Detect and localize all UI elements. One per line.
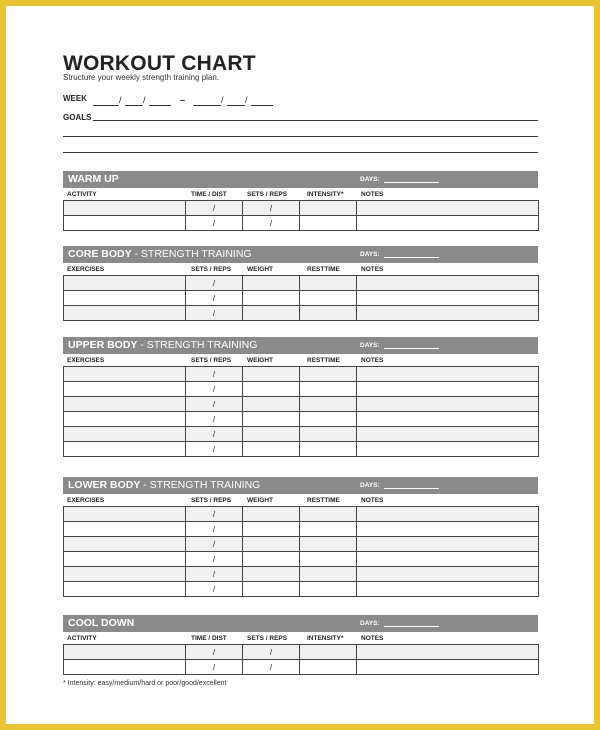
table-cell[interactable]: [357, 582, 539, 597]
table-cell[interactable]: [64, 660, 186, 675]
table-cell[interactable]: /: [186, 216, 243, 231]
week-start-month-field[interactable]: [93, 105, 119, 106]
table-cell[interactable]: /: [186, 306, 243, 321]
section-upper-body: [63, 337, 538, 457]
table-cell[interactable]: [357, 442, 539, 457]
section-title: CORE BODY: [68, 248, 132, 260]
column-header: NOTES: [361, 497, 384, 504]
table-cell[interactable]: /: [186, 522, 243, 537]
table-cell[interactable]: [357, 306, 539, 321]
table-cell[interactable]: /: [186, 567, 243, 582]
column-header: ACTIVITY: [67, 191, 97, 198]
week-range-dash: –: [180, 95, 186, 105]
table-row: [64, 645, 539, 660]
table-cell[interactable]: [64, 291, 186, 306]
table-cell[interactable]: /: [186, 582, 243, 597]
table-cell[interactable]: /: [186, 537, 243, 552]
table-cell[interactable]: [64, 567, 186, 582]
log-table: [63, 366, 539, 457]
section-cool-down: [63, 615, 538, 675]
column-header: SETS / REPS: [191, 497, 232, 504]
date-slash: /: [119, 95, 122, 105]
days-label: DAYS:: [360, 620, 380, 627]
days-label: DAYS:: [360, 251, 380, 258]
column-header: WEIGHT: [247, 497, 273, 504]
table-row: [64, 367, 539, 382]
week-start-day-field[interactable]: [125, 105, 143, 106]
table-row: [64, 216, 539, 231]
table-cell[interactable]: [64, 645, 186, 660]
table-cell[interactable]: [64, 427, 186, 442]
column-header: SETS / REPS: [191, 266, 232, 273]
section-header: [63, 477, 538, 494]
section-core-body: [63, 246, 538, 321]
table-row: [64, 522, 539, 537]
table-cell[interactable]: [64, 507, 186, 522]
week-end-day-field[interactable]: [227, 105, 245, 106]
table-cell[interactable]: [64, 382, 186, 397]
table-cell[interactable]: [243, 367, 300, 382]
table-cell[interactable]: [357, 412, 539, 427]
week-label: WEEK: [63, 94, 87, 103]
section-header: [63, 615, 538, 632]
table-cell[interactable]: [300, 427, 357, 442]
section-subtitle: - STRENGTH TRAINING: [140, 479, 261, 491]
section-title: COOL DOWN: [68, 617, 135, 629]
table-cell[interactable]: /: [186, 201, 243, 216]
log-table: [63, 275, 539, 321]
table-row: [64, 552, 539, 567]
table-cell[interactable]: [243, 397, 300, 412]
column-header: NOTES: [361, 266, 384, 273]
table-cell[interactable]: [64, 552, 186, 567]
column-header: RESTTIME: [307, 266, 340, 273]
log-table: [63, 644, 539, 675]
column-header: SETS / REPS: [247, 191, 288, 198]
section-title: LOWER BODY: [68, 479, 141, 491]
table-cell[interactable]: [300, 552, 357, 567]
column-header: EXERCISES: [67, 266, 105, 273]
table-row: [64, 567, 539, 582]
table-cell[interactable]: /: [186, 291, 243, 306]
section-lower-body: [63, 477, 538, 597]
table-cell[interactable]: /: [186, 552, 243, 567]
column-header: WEIGHT: [247, 357, 273, 364]
column-header: ACTIVITY: [67, 635, 97, 642]
table-cell[interactable]: [300, 367, 357, 382]
column-header: RESTTIME: [307, 497, 340, 504]
goals-line[interactable]: [93, 120, 538, 121]
table-row: [64, 276, 539, 291]
table-cell[interactable]: [64, 201, 186, 216]
table-cell[interactable]: [243, 412, 300, 427]
section-warm-up: [63, 171, 538, 231]
table-cell[interactable]: [64, 412, 186, 427]
section-header: [63, 171, 538, 188]
table-row: [64, 201, 539, 216]
section-title: WARM UP: [68, 173, 119, 185]
table-cell[interactable]: /: [186, 367, 243, 382]
table-cell[interactable]: [243, 276, 300, 291]
table-cell[interactable]: [357, 552, 539, 567]
table-cell[interactable]: [357, 567, 539, 582]
table-cell[interactable]: [64, 582, 186, 597]
table-cell[interactable]: [243, 507, 300, 522]
date-slash: /: [143, 95, 146, 105]
table-cell[interactable]: [357, 397, 539, 412]
table-cell[interactable]: [357, 537, 539, 552]
column-header: NOTES: [361, 191, 384, 198]
table-cell[interactable]: /: [186, 427, 243, 442]
table-cell[interactable]: [300, 291, 357, 306]
table-cell[interactable]: /: [186, 397, 243, 412]
column-header: SETS / REPS: [247, 635, 288, 642]
days-label: DAYS:: [360, 176, 380, 183]
table-cell[interactable]: [300, 645, 357, 660]
goals-line[interactable]: [63, 152, 538, 153]
table-cell[interactable]: [300, 201, 357, 216]
column-headers: [63, 263, 538, 275]
table-cell[interactable]: [64, 442, 186, 457]
column-header: EXERCISES: [67, 357, 105, 364]
table-cell[interactable]: [300, 397, 357, 412]
table-cell[interactable]: [300, 276, 357, 291]
column-header: INTENSITY*: [307, 191, 344, 198]
table-row: [64, 537, 539, 552]
table-cell[interactable]: /: [186, 660, 243, 675]
table-cell[interactable]: [357, 382, 539, 397]
section-header: [63, 337, 538, 354]
table-cell[interactable]: [243, 427, 300, 442]
table-cell[interactable]: [300, 660, 357, 675]
table-row: [64, 507, 539, 522]
table-cell[interactable]: [243, 582, 300, 597]
table-cell[interactable]: /: [186, 276, 243, 291]
log-table: [63, 506, 539, 597]
table-cell[interactable]: [300, 522, 357, 537]
table-cell[interactable]: [243, 291, 300, 306]
table-row: [64, 412, 539, 427]
table-cell[interactable]: [64, 537, 186, 552]
table-row: [64, 306, 539, 321]
column-headers: [63, 632, 538, 644]
column-header: WEIGHT: [247, 266, 273, 273]
column-header: TIME / DIST: [191, 635, 227, 642]
table-cell[interactable]: [243, 382, 300, 397]
table-cell[interactable]: [243, 522, 300, 537]
section-header: [63, 246, 538, 263]
table-cell[interactable]: [300, 507, 357, 522]
goals-label: GOALS: [63, 113, 92, 122]
week-start-year-field[interactable]: [149, 105, 171, 106]
column-headers: [63, 354, 538, 366]
table-row: [64, 397, 539, 412]
days-field[interactable]: [384, 488, 439, 489]
table-cell[interactable]: [300, 382, 357, 397]
table-cell[interactable]: [357, 367, 539, 382]
column-header: NOTES: [361, 357, 384, 364]
table-cell[interactable]: [357, 201, 539, 216]
table-cell[interactable]: [357, 522, 539, 537]
table-cell[interactable]: [300, 442, 357, 457]
table-cell[interactable]: [300, 582, 357, 597]
table-row: [64, 427, 539, 442]
table-cell[interactable]: [357, 291, 539, 306]
intensity-footnote: * Intensity: easy/medium/hard or poor/good/excellent: [63, 680, 227, 687]
table-cell[interactable]: /: [243, 201, 300, 216]
table-cell[interactable]: [64, 276, 186, 291]
table-cell[interactable]: [357, 645, 539, 660]
table-row: [64, 382, 539, 397]
table-cell[interactable]: [300, 306, 357, 321]
table-cell[interactable]: /: [186, 382, 243, 397]
table-cell[interactable]: /: [186, 645, 243, 660]
table-cell[interactable]: [243, 567, 300, 582]
table-cell[interactable]: [357, 216, 539, 231]
table-cell[interactable]: /: [243, 216, 300, 231]
table-cell[interactable]: [300, 216, 357, 231]
table-cell[interactable]: [64, 367, 186, 382]
column-header: RESTTIME: [307, 357, 340, 364]
days-field[interactable]: [384, 626, 439, 627]
table-row: [64, 582, 539, 597]
table-row: [64, 442, 539, 457]
table-cell[interactable]: /: [243, 660, 300, 675]
table-cell[interactable]: /: [243, 645, 300, 660]
table-cell[interactable]: [357, 507, 539, 522]
column-header: EXERCISES: [67, 497, 105, 504]
table-cell[interactable]: /: [186, 442, 243, 457]
table-row: [64, 660, 539, 675]
column-header: SETS / REPS: [191, 357, 232, 364]
table-cell[interactable]: [64, 522, 186, 537]
table-cell[interactable]: [300, 567, 357, 582]
table-cell[interactable]: [64, 216, 186, 231]
section-subtitle: - STRENGTH TRAINING: [131, 248, 252, 260]
column-header: NOTES: [361, 635, 384, 642]
days-label: DAYS:: [360, 482, 380, 489]
table-cell[interactable]: [357, 276, 539, 291]
table-cell[interactable]: [357, 427, 539, 442]
table-cell[interactable]: [64, 397, 186, 412]
goals-line[interactable]: [63, 136, 538, 137]
table-row: [64, 291, 539, 306]
date-slash: /: [221, 95, 224, 105]
page-subtitle: Structure your weekly strength training plan.: [63, 73, 220, 82]
week-end-year-field[interactable]: [251, 105, 273, 106]
days-field[interactable]: [384, 257, 439, 258]
table-cell[interactable]: [243, 552, 300, 567]
table-cell[interactable]: [64, 306, 186, 321]
table-cell[interactable]: [243, 306, 300, 321]
table-cell[interactable]: [300, 412, 357, 427]
log-table: [63, 200, 539, 231]
section-title: UPPER BODY: [68, 339, 138, 351]
page-title: WORKOUT CHART: [63, 52, 256, 75]
table-cell[interactable]: [243, 537, 300, 552]
section-subtitle: - STRENGTH TRAINING: [137, 339, 258, 351]
table-cell[interactable]: /: [186, 412, 243, 427]
days-label: DAYS:: [360, 342, 380, 349]
week-end-month-field[interactable]: [193, 105, 221, 106]
days-field[interactable]: [384, 182, 439, 183]
table-cell[interactable]: /: [186, 507, 243, 522]
column-header: TIME / DIST: [191, 191, 227, 198]
table-cell[interactable]: [243, 442, 300, 457]
days-field[interactable]: [384, 348, 439, 349]
table-cell[interactable]: [300, 537, 357, 552]
column-headers: [63, 188, 538, 200]
date-slash: /: [245, 95, 248, 105]
worksheet-page: [6, 6, 594, 724]
table-cell[interactable]: [357, 660, 539, 675]
column-headers: [63, 494, 538, 506]
column-header: INTENSITY*: [307, 635, 344, 642]
